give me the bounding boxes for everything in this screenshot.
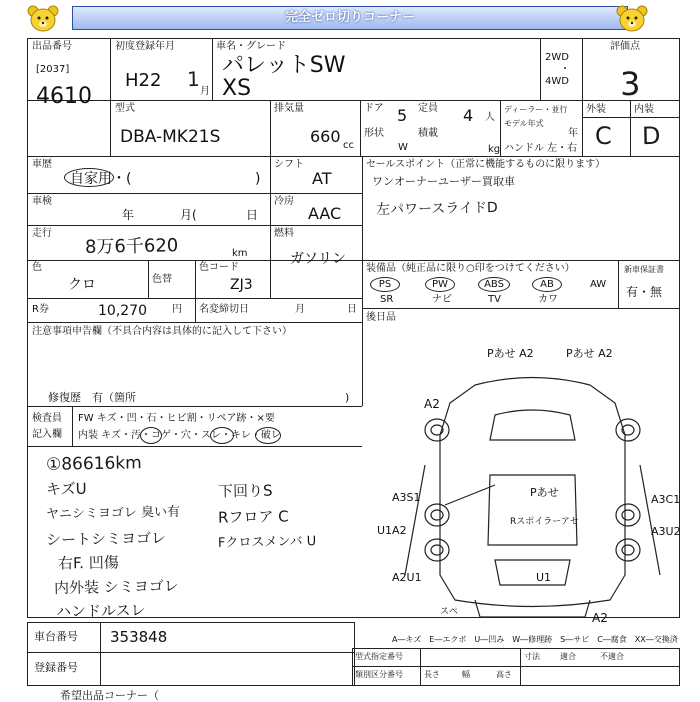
note-underbody: 下回りS <box>217 481 273 501</box>
inspection-month: 月( <box>180 208 197 222</box>
capacity-value: 4 <box>463 106 474 125</box>
model-name: パレットSW <box>222 53 346 78</box>
score-label: 評価点 <box>610 41 640 52</box>
repair-history-close: ) <box>345 391 350 404</box>
sales-point-line1: ワンオーナーユーザー買取車 <box>372 175 515 188</box>
mark-right-door: A3C1 <box>651 493 681 506</box>
name-change-label: 名変締切日 <box>199 304 249 315</box>
note-nicotine: ヤニシミヨゴレ 臭い有 <box>45 504 181 523</box>
spec-unfit-label: 不適合 <box>600 652 624 661</box>
equip-navi: ナビ <box>432 294 452 305</box>
inspector-entry-label: 記入欄 <box>32 429 62 440</box>
color-change-label: 色替 <box>152 274 172 285</box>
fuel-label: 燃料 <box>274 228 294 239</box>
handle-label: ハンドル 左・右 <box>504 143 578 154</box>
mark-front-left: Pあせ A2 <box>487 347 534 360</box>
rear-item-label: 後日品 <box>366 312 396 323</box>
recycle-unit: 円 <box>172 304 182 315</box>
ac-value: AAC <box>308 204 342 223</box>
spec-dimension-label: 寸法 <box>524 652 540 661</box>
fuel-value: ガソリン <box>290 251 346 267</box>
load-unit: kg <box>488 144 501 155</box>
equip-ps: PS <box>370 277 400 292</box>
color-label: 色 <box>32 262 42 273</box>
footer-text: 希望出品コーナー（ <box>60 689 159 702</box>
shape-unit: W <box>398 142 408 153</box>
usage-value: 自家用・( <box>70 171 132 187</box>
inspection-day: 日 <box>246 208 259 222</box>
capacity-label: 定員 <box>418 103 438 114</box>
mark-bottom: U1 <box>536 571 552 584</box>
inspector-row1: FW キズ・凹・石・ヒビ割・リペア跡・×要 <box>78 413 275 424</box>
notes-label: 注意事項申告欄（不具合内容は具体的に記入して下さい） <box>32 326 292 337</box>
dealer-label: ディーラー・並行 <box>504 105 568 114</box>
mark-circle-dirt <box>140 427 162 444</box>
displacement-value: 660 <box>310 127 341 146</box>
note-handle: ハンドルスレ <box>55 601 146 621</box>
spec-class-label: 類別区分番号 <box>355 670 403 679</box>
equip-pw: PW <box>425 277 455 292</box>
insp-int-rub: スレ <box>201 430 221 441</box>
equip-leather: カワ <box>538 294 558 305</box>
insp-fw: FW <box>78 413 94 424</box>
mark-rear-spoiler: Rスポイラーアセ <box>510 517 579 527</box>
spec-width-label: 幅 <box>462 670 470 679</box>
note-inside-outside: 内外装 シミヨゴレ <box>53 576 179 598</box>
equip-tv: TV <box>488 294 501 305</box>
sales-point-line2: 左パワースライドD <box>375 199 498 219</box>
inspector-row2: 内装 キズ・汚・コゲ・穴・スレ・キレ・破レ <box>78 430 281 441</box>
insp-crack: ヒビ割 <box>166 413 197 424</box>
bear-mascot-right-icon <box>615 4 649 34</box>
repair-history-label: 修復歴 有（箇所 <box>48 391 136 404</box>
equip-ab: AB <box>532 277 562 292</box>
model-grade: XS <box>222 76 252 101</box>
sales-point-label: セールスポイント（正常に機能するものに限ります） <box>366 159 606 170</box>
type-code-label: 型式 <box>115 103 135 114</box>
displacement-label: 排気量 <box>274 103 304 114</box>
mark-left-rear: U1A2 <box>377 524 407 537</box>
color-code-label: 色コード <box>199 262 239 273</box>
registration-month-unit: 月 <box>200 86 210 97</box>
drive-separator-dot: ・ <box>560 64 570 75</box>
inspection-label: 車検 <box>32 196 52 207</box>
mark-circle-rub <box>255 427 281 444</box>
exterior-label: 外装 <box>586 104 606 115</box>
mark-hood-left: A2 <box>424 397 440 411</box>
insp-int-tear: 破レ <box>260 430 281 441</box>
equip-abs: ABS <box>478 277 510 292</box>
equip-aw: AW <box>590 279 607 290</box>
equipment-label: 装備品（純正品に限り○印をつけてください） <box>366 263 575 274</box>
spec-type-label: 型式指定番号 <box>355 652 403 661</box>
type-code-value: DBA-MK21S <box>120 127 221 147</box>
note-seat: シートシミヨゴレ <box>45 528 167 550</box>
mileage-value: 8万6千620 <box>84 235 179 258</box>
interior-grade: D <box>641 121 661 151</box>
doors-value: 5 <box>397 106 408 125</box>
note-rear-floor: Rフロア C <box>217 507 289 527</box>
mark-left-door: A3S1 <box>392 491 421 504</box>
mark-roof: Pあせ <box>530 486 559 499</box>
mark-spoke: スペ <box>440 607 459 617</box>
insp-int-dirt: 汚 <box>131 430 141 441</box>
shape-label: 形状 <box>364 128 384 139</box>
insp-scratch: キズ <box>96 413 117 424</box>
color-code-value: ZJ3 <box>230 277 253 293</box>
note-front-cross-member: Fクロスメンバ U <box>217 534 317 551</box>
mark-right-rear: A3U2 <box>651 525 681 538</box>
ac-label: 冷房 <box>274 196 294 207</box>
damage-legend: A―キズ E―エクボ U―凹み W―修理跡 S―サビ C―腐食 XX―交換済 <box>392 635 678 644</box>
insp-dent: 凹 <box>126 413 137 424</box>
capacity-unit: 人 <box>485 112 495 123</box>
exterior-grade: C <box>594 121 613 151</box>
insp-repair: リペア跡 <box>206 413 247 424</box>
note-scratch: キズU <box>45 479 87 499</box>
mileage-unit: km <box>232 248 248 259</box>
color-value: クロ <box>68 277 96 293</box>
inspector-label: 検査員 <box>32 413 62 424</box>
insp-int-cut: キレ <box>231 430 251 441</box>
registration-label: 初度登録年月 <box>115 41 175 52</box>
new-warranty-value: 有・無 <box>626 285 663 299</box>
reg-number-label: 登録番号 <box>34 661 78 674</box>
shift-label: シフト <box>274 159 304 170</box>
mark-front-right: Pあせ A2 <box>566 347 613 360</box>
displacement-unit: cc <box>343 140 354 151</box>
score-value: 3 <box>619 64 641 104</box>
car-diagram <box>385 345 680 620</box>
usage-close: ) <box>255 171 261 187</box>
insp-int-hole: 穴 <box>181 430 191 441</box>
interior-label: 内装 <box>634 104 654 115</box>
recycle-label: R券 <box>32 304 49 315</box>
name-change-month: 月 <box>295 304 305 315</box>
load-label: 積載 <box>418 128 438 139</box>
doors-label: ドア <box>364 103 384 114</box>
drive-4wd: 4WD <box>545 76 569 87</box>
shift-value: AT <box>312 169 332 188</box>
lot-subnumber: [2037] <box>36 64 70 75</box>
insp-interior: 内装 <box>78 430 98 441</box>
mileage-label: 走行 <box>32 228 52 239</box>
model-year-label: モデル年式 <box>504 119 544 128</box>
spec-fit-label: 適合 <box>560 652 576 661</box>
lot-label: 出品番号 <box>32 41 72 52</box>
note-mileage: ①86616km <box>45 453 142 475</box>
mark-left-bottom: A2U1 <box>392 571 422 584</box>
spec-height-label: 高さ <box>496 670 512 679</box>
new-warranty-label: 新車保証書 <box>624 265 664 274</box>
note-right-front: 右F. 凹傷 <box>57 553 119 573</box>
model-label: 車名・グレード <box>216 41 286 52</box>
lot-number: 4610 <box>36 84 92 109</box>
drive-2wd: 2WD <box>545 52 569 63</box>
equip-sr: SR <box>380 294 394 305</box>
insp-int-scratch: キズ <box>101 430 121 441</box>
registration-month: 1 <box>186 66 200 92</box>
chassis-value: 353848 <box>110 628 168 646</box>
insp-stone: 石 <box>146 413 157 424</box>
model-year-unit: 年 <box>568 128 578 139</box>
mark-rear: A2 <box>592 611 608 625</box>
mark-circle-hole <box>210 427 234 444</box>
name-change-day: 日 <box>347 304 357 315</box>
registration-era: H22 <box>125 70 162 91</box>
recycle-value: 10,270 <box>98 303 147 319</box>
bear-mascot-left-icon <box>26 4 60 34</box>
chassis-label: 車台番号 <box>34 630 78 643</box>
insp-int-burn: コゲ <box>151 430 171 441</box>
spec-length-label: 長さ <box>424 670 440 679</box>
inspection-year: 年 <box>122 208 135 222</box>
corner-banner: 完全ゼロ切りコーナー <box>72 6 628 30</box>
insp-required: ×要 <box>256 413 275 424</box>
usage-label: 車歴 <box>32 159 52 170</box>
